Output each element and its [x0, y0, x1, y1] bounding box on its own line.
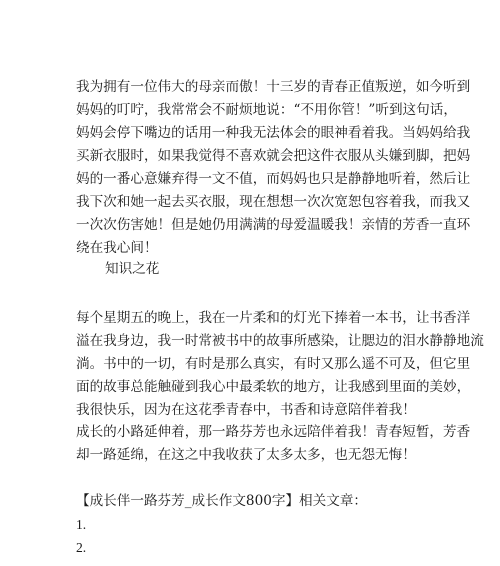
paragraph-mother: [76, 76, 471, 260]
text-line: 妈妈的叮咛，我常常会不耐烦地说：“不用你管！”听到这句话，: [76, 102, 457, 118]
text-line: 妈的一番心意嫌弃得一文不值，而妈妈也只是静静地听着，然后让: [76, 171, 471, 187]
text-line: 买新衣服时，如果我觉得不喜欢就会把这件衣服从头嫌到脚，把妈: [76, 148, 471, 164]
text-line: 溢在我身边，我一时常被书中的故事所感染，让腮边的泪水静静地流: [76, 333, 484, 349]
text-line: 妈妈会停下嘴边的话用一种我无法体会的眼神看着我。当妈妈给我: [76, 125, 471, 141]
text-line: 面的故事总能触碰到我心中最柔软的地方，让我感到里面的美妙，: [76, 379, 471, 395]
paragraph-books: [76, 307, 484, 422]
text-line: 绕在我心间！: [76, 240, 158, 256]
text-line: 我下次和她一起去买衣服，现在想想一次次宽恕包容着我，而我又: [76, 194, 471, 210]
related-articles-heading: 【成长伴一路芬芳_成长作文800字】相关文章：: [76, 493, 368, 509]
text-line: 每个星期五的晚上，我在一片柔和的灯光下捧着一本书，让书香洋: [76, 310, 471, 326]
related-article-item[interactable]: 1.: [76, 517, 87, 532]
paragraph-growth: [76, 421, 471, 467]
text-line: 却一路延绵，在这之中我收获了太多太多，也无怨无悔！: [76, 447, 416, 463]
text-line: 我很快乐，因为在这花季青春中，书香和诗意陪伴着我！: [76, 402, 416, 418]
text-line: 一次次伤害她！但是她仍用满满的母爱温暖我！亲情的芳香一直环: [76, 217, 471, 233]
section-title: 知识之花: [105, 261, 160, 277]
text-line: 我为拥有一位伟大的母亲而傲！十三岁的青春正值叛逆，如今听到: [76, 79, 471, 95]
related-article-item[interactable]: 2.: [76, 540, 87, 555]
text-line: 成长的小路延伸着，那一路芬芳也永远陪伴着我！青春短暂，芳香: [76, 424, 471, 440]
text-line: 淌。书中的一切，有时是那么真实，有时又那么遥不可及，但它里: [76, 356, 471, 372]
